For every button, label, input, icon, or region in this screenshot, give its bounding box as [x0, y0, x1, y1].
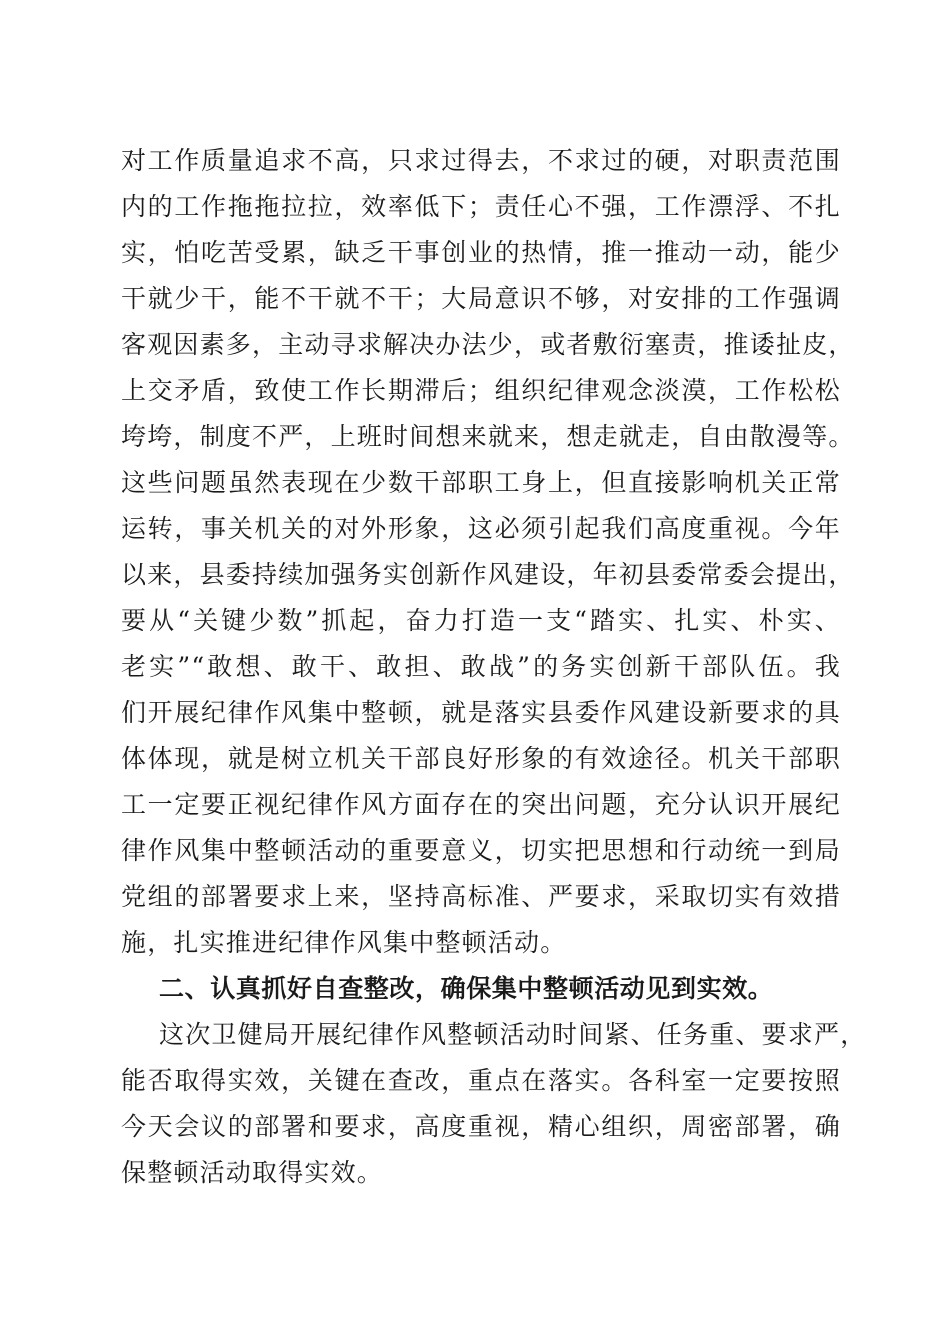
text-line: 工一定要正视纪律作风方面存在的突出问题，充分认识开展纪	[121, 790, 841, 819]
text-line: 党组的部署要求上来，坚持高标准、严要求，采取切实有效措	[121, 882, 841, 911]
section-heading: 二、认真抓好自查整改，确保集中整顿活动见到实效。	[159, 974, 774, 1003]
text-line: 这次卫健局开展纪律作风整顿活动时间紧、任务重、要求严，	[159, 1020, 867, 1049]
text-line: 施，扎实推进纪律作风集中整顿活动。	[121, 928, 567, 957]
text-line: 这些问题虽然表现在少数干部职工身上，但直接影响机关正常	[121, 468, 841, 497]
text-line: 运转，事关机关的对外形象，这必须引起我们高度重视。今年	[121, 514, 841, 543]
text-line: 上交矛盾，致使工作长期滞后；组织纪律观念淡漠，工作松松	[121, 376, 841, 405]
text-line: 律作风集中整顿活动的重要意义，切实把思想和行动统一到局	[121, 836, 841, 865]
text-line: 内的工作拖拖拉拉，效率低下；责任心不强，工作漂浮、不扎	[121, 192, 841, 221]
text-line: 体体现，就是树立机关干部良好形象的有效途径。机关干部职	[121, 744, 841, 773]
text-line: 保整顿活动取得实效。	[121, 1158, 384, 1187]
text-line: 们开展纪律作风集中整顿，就是落实县委作风建设新要求的具	[121, 698, 841, 727]
text-line: 客观因素多，主动寻求解决办法少，或者敷衍塞责，推诿扯皮，	[121, 330, 855, 359]
text-line: 以来，县委持续加强务实创新作风建设，年初县委常委会提出，	[121, 560, 855, 589]
text-line: 能否取得实效，关键在查改，重点在落实。各科室一定要按照	[121, 1066, 841, 1095]
text-line: 老实”“敢想、敢干、敢担、敢战”的务实创新干部队伍。我	[121, 652, 841, 681]
text-line: 要从“关键少数”抓起，奋力打造一支“踏实、扎实、朴实、	[121, 606, 841, 635]
text-line: 实，怕吃苦受累，缺乏干事创业的热情，推一推动一动，能少	[121, 238, 841, 267]
text-line: 垮垮，制度不严，上班时间想来就来，想走就走，自由散漫等。	[121, 422, 855, 451]
text-line: 今天会议的部署和要求，高度重视，精心组织，周密部署，确	[121, 1112, 841, 1141]
text-line: 干就少干，能不干就不干；大局意识不够，对安排的工作强调	[121, 284, 841, 313]
text-line: 对工作质量追求不高，只求过得去，不求过的硬，对职责范围	[121, 146, 841, 175]
